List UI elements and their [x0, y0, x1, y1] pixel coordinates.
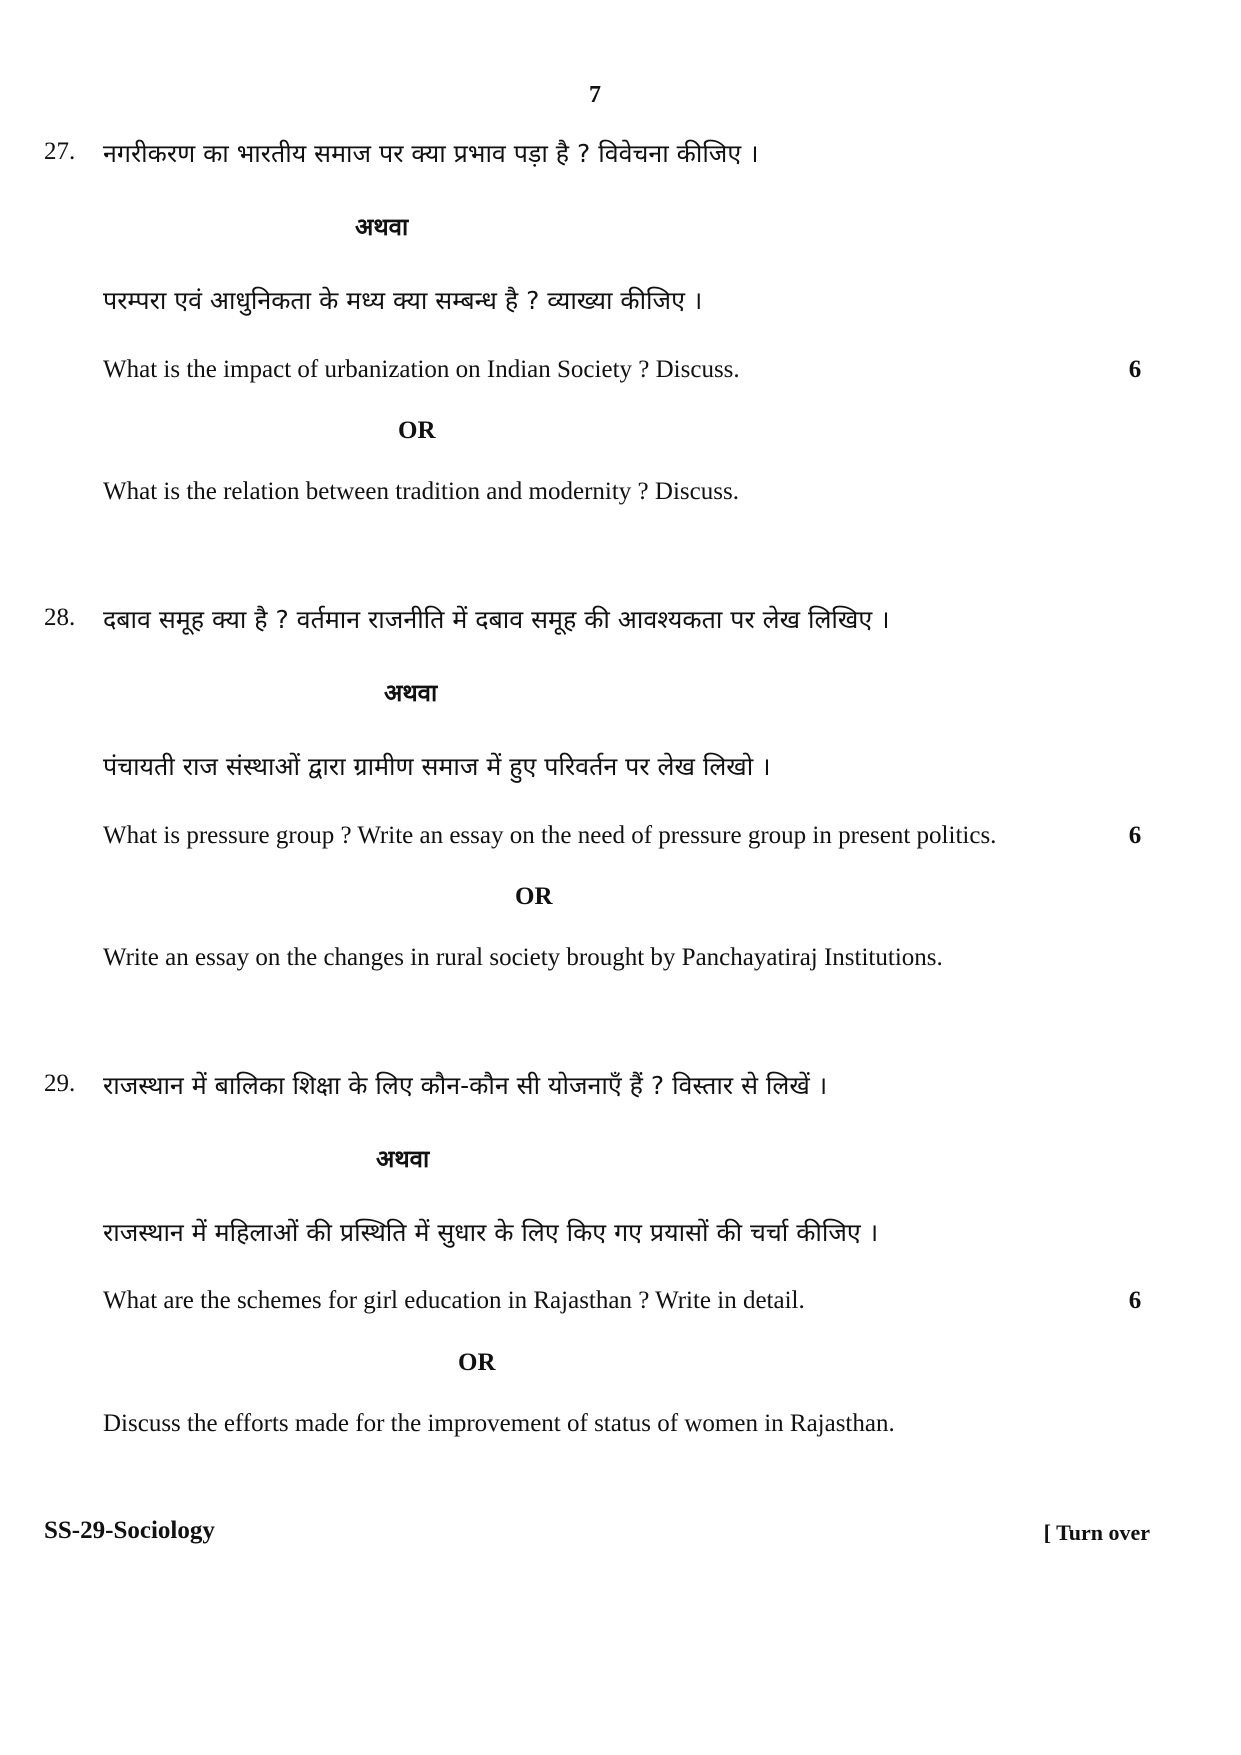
english-alternative-question: Discuss the efforts made for the improvement of status of women in Rajasthan. [103, 1410, 895, 1437]
hindi-alternative-question: पंचायती राज संस्थाओं द्वारा ग्रामीण समाज में हुए परिवर्तन पर लेख लिखो । [103, 752, 771, 781]
hindi-question: दबाव समूह क्या है ? वर्तमान राजनीति में दबाव समूह की आवश्यकता पर लेख लिखिए । [103, 605, 890, 634]
english-or-label: OR [515, 883, 553, 910]
question-number: 27. [44, 138, 76, 165]
turn-over-label: [ Turn over [1043, 1520, 1150, 1545]
hindi-question: राजस्थान में बालिका शिक्षा के लिए कौन-कौन सी योजनाएँ हैं ? विस्तार से लिखें । [103, 1071, 828, 1100]
hindi-or-label: अथवा [376, 1145, 430, 1173]
page-number: 7 [589, 82, 601, 108]
english-question: What are the schemes for girl education in Rajasthan ? Write in detail. [103, 1287, 805, 1314]
paper-code: SS-29-Sociology [44, 1517, 215, 1544]
question-number: 28. [44, 604, 76, 631]
english-or-label: OR [398, 417, 436, 444]
hindi-question: नगरीकरण का भारतीय समाज पर क्या प्रभाव पड़ा है ? विवेचना कीजिए । [103, 139, 759, 168]
english-alternative-question: Write an essay on the changes in rural society brought by Panchayatiraj Institutions. [103, 944, 943, 971]
english-or-label: OR [458, 1349, 496, 1376]
question-number: 29. [44, 1070, 76, 1097]
marks-label: 6 [1128, 1287, 1142, 1314]
english-question: What is the impact of urbanization on Indian Society ? Discuss. [103, 356, 740, 383]
hindi-or-label: अथवा [384, 679, 438, 707]
marks-label: 6 [1128, 822, 1142, 849]
english-alternative-question: What is the relation between tradition and modernity ? Discuss. [103, 478, 739, 505]
hindi-or-label: अथवा [355, 213, 409, 241]
hindi-alternative-question: राजस्थान में महिलाओं की प्रस्थिति में सुधार के लिए किए गए प्रयासों की चर्चा कीजिए । [103, 1218, 879, 1247]
hindi-alternative-question: परम्परा एवं आधुनिकता के मध्य क्या सम्बन्ध है ? व्याख्या कीजिए । [103, 286, 703, 315]
marks-label: 6 [1128, 356, 1142, 383]
english-question: What is pressure group ? Write an essay on the need of pressure group in present politics. [103, 822, 997, 849]
